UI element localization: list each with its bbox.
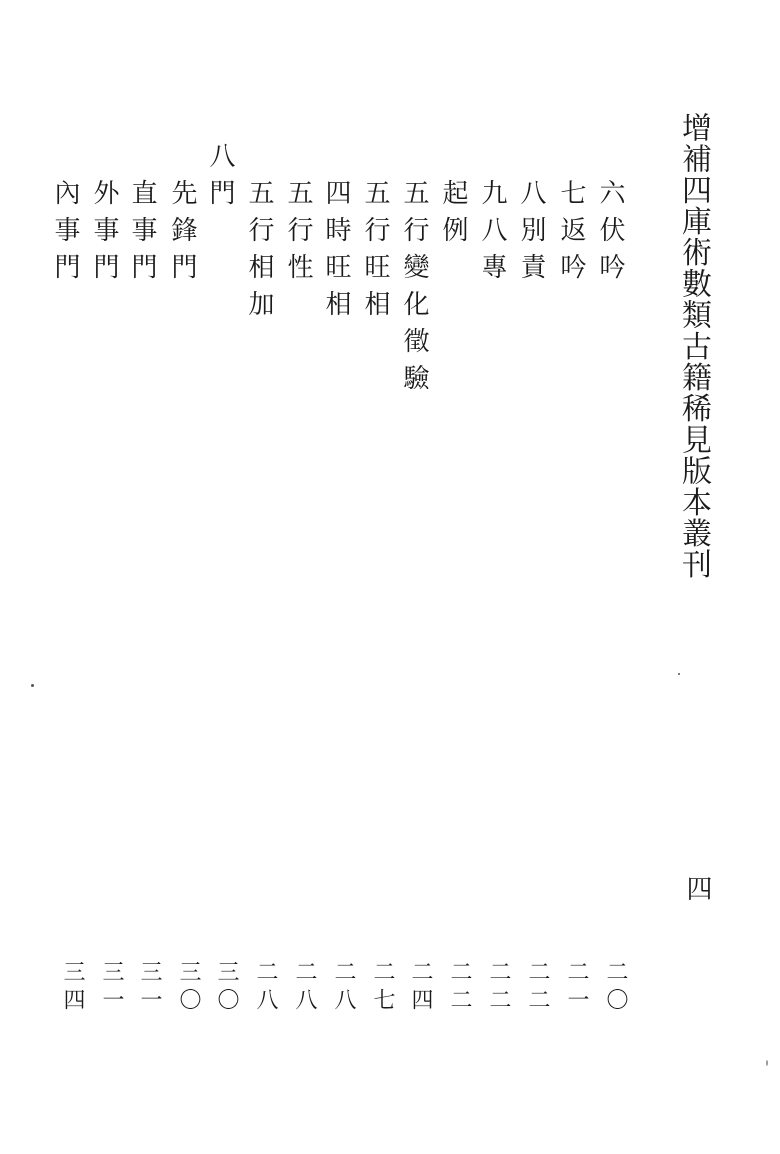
toc-page-number: 二八 — [253, 960, 278, 1016]
toc-page-number: 三一 — [99, 960, 124, 1016]
toc-entry-title: 內事門 — [50, 179, 80, 290]
scan-speck — [678, 673, 680, 675]
toc-entry-title: 九八專 — [477, 179, 507, 290]
toc-entry-title: 五行旺相 — [360, 179, 390, 327]
toc-page-number: 三一 — [137, 960, 162, 1016]
toc-page-number: 二二 — [447, 960, 472, 1016]
toc-page-number: 三〇 — [176, 960, 201, 1016]
toc-entry-title: 五行相加 — [244, 179, 274, 327]
toc-section-heading: 八門 — [205, 142, 235, 216]
toc-page-number: 二四 — [408, 960, 433, 1016]
toc-page-number: 二八 — [331, 960, 356, 1016]
toc-page-number: 二〇 — [603, 960, 628, 1016]
scan-speck — [766, 1060, 768, 1066]
toc-page-number: 三〇 — [214, 960, 239, 1016]
toc-entry-title: 起例 — [438, 179, 468, 253]
scan-speck — [31, 684, 34, 687]
toc-entry-title: 五行變化徵驗 — [399, 179, 429, 401]
toc-entry-title: 七返吟 — [556, 179, 586, 290]
toc-entry-title: 四時旺相 — [321, 179, 351, 327]
toc-page-number: 二七 — [370, 960, 395, 1016]
toc-page-number: 三四 — [60, 960, 85, 1016]
toc-entry-title: 直事門 — [127, 179, 157, 290]
toc-page-number: 二二 — [525, 960, 550, 1016]
toc-page-number: 二八 — [292, 960, 317, 1016]
toc-page-number: 二一 — [564, 960, 589, 1016]
toc-entry-title: 五行性 — [283, 179, 313, 290]
page-number: 四 — [682, 875, 712, 901]
toc-entry-title: 外事門 — [89, 179, 119, 290]
toc-entry-title: 六伏吟 — [595, 179, 625, 290]
series-title: 增補四庫術數類古籍稀見版本叢刊 — [676, 112, 711, 580]
toc-entry-title: 先鋒門 — [167, 179, 197, 290]
toc-entry-title: 八別責 — [516, 179, 546, 290]
toc-page-number: 二二 — [486, 960, 511, 1016]
